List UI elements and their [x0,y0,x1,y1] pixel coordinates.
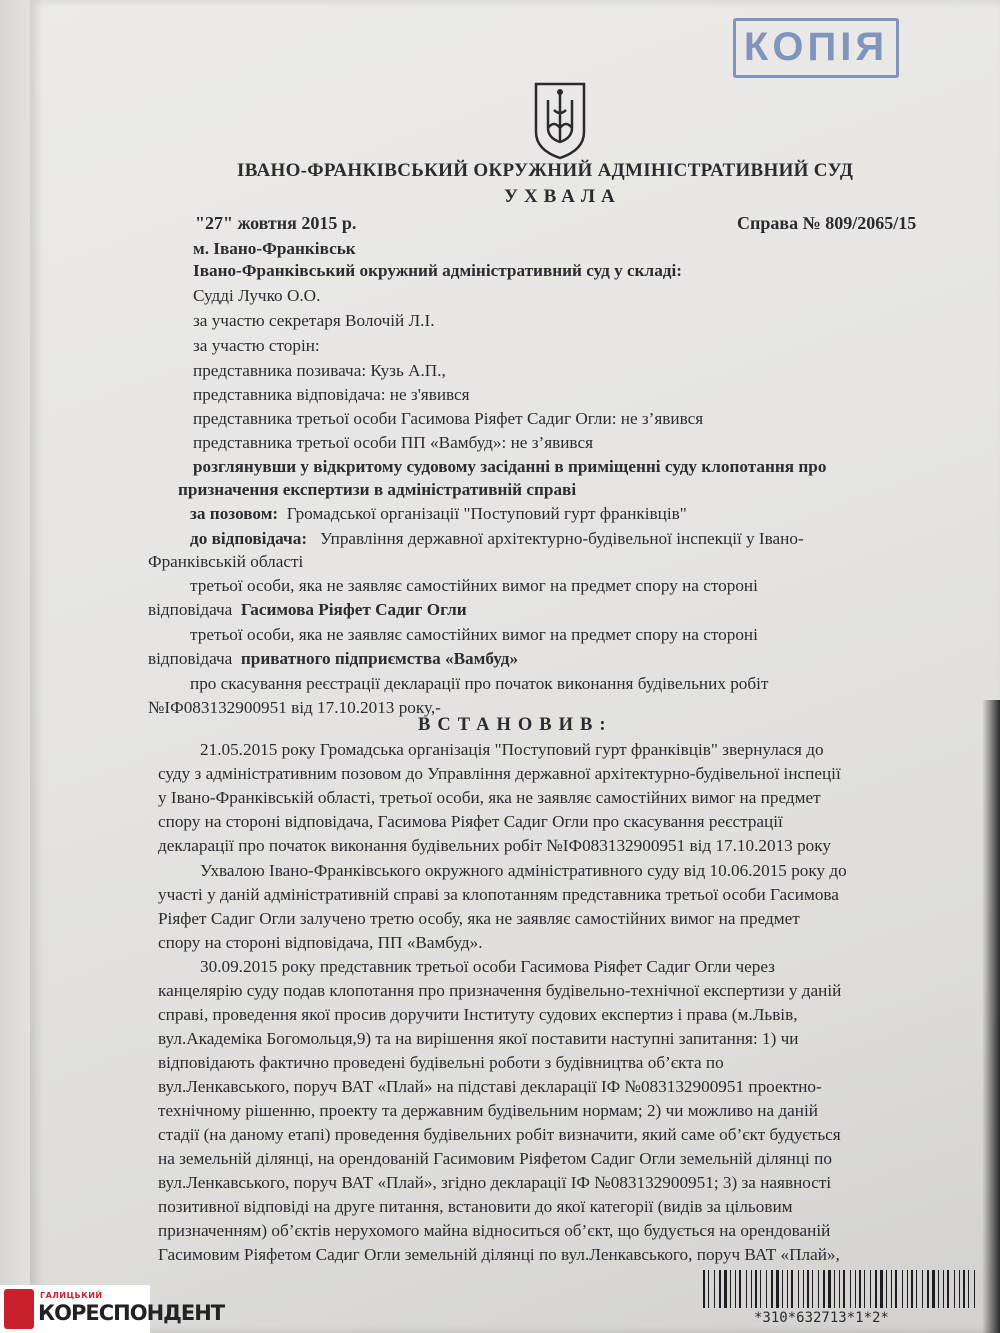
third-party-2-name: приватного підприємства «Вамбуд» [240,649,519,668]
plaintiff-representative: представника позивача: Кузь А.П., [193,361,446,380]
third-party-representative-1: представника третьої особи Гасимова Ріяфет Садиг Огли: не з’явився [193,409,704,428]
claim-line [190,503,687,525]
defendant-value-cont: Франківській області [148,552,304,571]
established-line: відповідають фактично проведені будівельні роботи з будівництва об’єкта по [158,1053,724,1072]
established-line: справі, проведення якої просив доручити Інституту судових експертиз і права (м.Львів, [158,1005,798,1024]
document-type: УХВАЛА [504,186,621,207]
subject-line-2: №ІФ083132900951 від 17.10.2013 року,- [148,698,441,717]
page-edge-right [982,700,1000,1333]
established-line: декларації про початок виконання будівельних робіт №ІФ083132900951 від 17.10.2013 року [158,836,831,855]
logo-big-text: КОРЕСПОНДЕНТ [38,1301,225,1325]
established-line: на земельній ділянці, на орендованій Гасимовим Ріяфетом Садиг Огли земельній ділянці по [158,1149,832,1168]
document-date: "27" жовтня 2015 р. [195,213,357,233]
third-party-representative-2: представника третьої особи ПП «Вамбуд»: не з’явився [193,433,593,452]
defendant-label: до відповідача: [190,529,308,548]
defendant-line [190,528,804,550]
publisher-logo [0,1285,225,1333]
established-line: призначенням) об’єктів нерухомого майна відноситься об’єкт, що будується на орендованій [158,1221,831,1240]
logo-mark-icon [4,1289,34,1329]
established-line: позитивної відповіді на друге питання, встановити до якої категорії (видів за цільовим [158,1197,793,1216]
case-number: Справа № 809/2065/15 [737,213,917,233]
third-party-1-prefix: відповідача [148,600,233,619]
established-line: вул.Ленкавського, поруч ВАТ «Плай» на підставі декларації ІФ №083132900951 проектно- [158,1077,822,1096]
claim-label: за позовом: [190,504,279,523]
considered-line-1: розглянувши у відкритому судовому засіданні в приміщенні суду клопотання про [193,457,827,476]
established-line: Ухвалою Івано-Франківського окружного адміністративного суду від 10.06.2015 року до [200,861,847,880]
third-party-1-name-line [148,599,467,621]
established-line: Ріяфет Садиг Огли залучено третю особу, яка не заявляє самостійних вимог на предмет [158,909,800,928]
subject-line-1: про скасування реєстрації декларації про початок виконання будівельних робіт [190,674,769,693]
third-party-2-prefix: відповідача [148,649,233,668]
copy-stamp: КОПІЯ [733,18,899,78]
established-line: 30.09.2015 року представник третьої особи Гасимова Ріяфет Садиг Огли через [200,957,775,976]
city: м. Івано-Франківськ [193,239,356,258]
established-heading: ВСТАНОВИВ: [418,715,613,735]
third-party-2-name-line [148,648,518,670]
barcode [703,1270,983,1308]
established-line: канцелярію суду подав клопотання про призначення будівельно-технічної експертизи у даній [158,981,842,1000]
established-line: 21.05.2015 року Громадська організація "Поступовий гурт франківців" звернулася до [200,740,824,759]
defendant-representative: представника відповідача: не з'явився [193,385,470,404]
defendant-value: Управління державної архітектурно-будівельної інспекції у Івано- [319,529,804,548]
secretary: за участю секретаря Волочій Л.І. [193,311,435,330]
established-line: вул.Ленкавського, поруч ВАТ «Плай», згідно декларації ІФ №083132900951; 3) за наявності [158,1173,832,1192]
established-line: стадії (на даному етапі) проведення будівельних робіт визначити, який саме об’єкт будується [158,1125,841,1144]
established-line: технічному рішенню, проекту та державним будівельним нормам; 2) чи можливо на даній [158,1101,818,1120]
established-line: суду з адміністративним позовом до Управління державної архітектурно-будівельної інспеції [158,764,841,783]
considered-line-2: призначення експертизи в адміністративній справі [178,480,577,499]
third-party-1-desc: третьої особи, яка не заявляє самостійних вимог на предмет спору на стороні [190,576,758,595]
judge: Судді Лучко О.О. [193,286,321,305]
established-line: вул.Академіка Богомольця,9) та на вирішення якої поставити наступні запитання: 1) чи [158,1029,799,1048]
coat-of-arms-icon [532,80,588,160]
established-line: у Івано-Франківській області, третьої особи, яка не заявляє самостійних вимог на предмет [158,788,821,807]
established-line: спору на стороні відповідача, ПП «Вамбуд». [158,933,483,952]
barcode-number: *310*632713*1*2* [754,1310,889,1326]
third-party-2-desc: третьої особи, яка не заявляє самостійних вимог на предмет спору на стороні [190,625,758,644]
established-line: участі у даній адміністративній справі за клопотанням представника третьої особи Гасимова [158,885,839,904]
established-line: Гасимовим Ріяфетом Садиг Огли земельній ділянці по вул.Ленкавського, поруч ВАТ «Плай», [158,1245,840,1264]
parties-intro: за участю сторін: [193,336,320,355]
claim-value: Громадської організації "Поступовий гурт франківців" [286,504,687,523]
established-line: спору на стороні відповідача, Гасимова Ріяфет Садиг Огли про скасування реєстрації [158,812,783,831]
court-title: ІВАНО-ФРАНКІВСЬКИЙ ОКРУЖНИЙ АДМІНІСТРАТИВНИЙ СУД [237,160,854,181]
third-party-1-name: Гасимова Ріяфет Садиг Огли [240,600,467,619]
logo-small-text: ГАЛИЦЬКИЙ [40,1291,103,1300]
court-composition: Івано-Франківський окружний адміністративний суд у складі: [193,261,682,280]
